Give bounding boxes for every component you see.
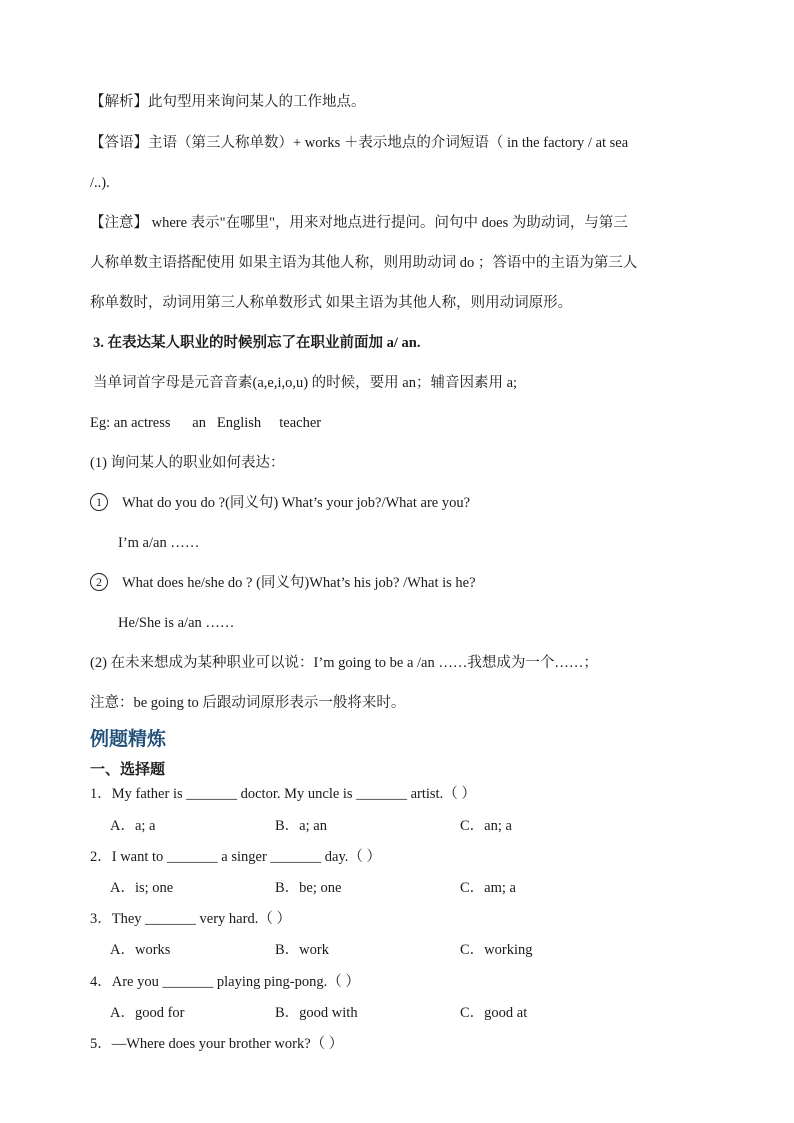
subsection-1: (1) 询问某人的职业如何表达： — [90, 455, 285, 471]
question-stem: 3．They _______ very hard.（ ） — [90, 911, 291, 927]
question-stem: 5．—Where does your brother work?（ ） — [90, 1036, 344, 1052]
note-line: 注意：be going to 后跟动词原形表示一般将来时。 — [90, 695, 406, 711]
option-b[interactable]: B．be; one — [275, 880, 342, 896]
section-3-title: 3. 在表达某人职业的时候别忘了在职业前面加 a/ an. — [93, 335, 421, 351]
question-1-line — [90, 493, 470, 513]
circled-number-2: 2 — [90, 573, 108, 591]
question-stem: 2．I want to _______ a singer _______ day.（ ） — [90, 849, 382, 865]
option-b[interactable]: B．work — [275, 942, 329, 958]
circled-number-1: 1 — [90, 493, 108, 511]
answer-line-2: /..). — [90, 175, 110, 191]
option-c[interactable]: C．working — [460, 942, 533, 958]
option-a[interactable]: A．works — [110, 942, 171, 958]
option-b[interactable]: B．good with — [275, 1005, 358, 1021]
example-line: Eg: an actress an English teacher — [90, 415, 322, 431]
answer-2: He/She is a/an …… — [118, 615, 235, 631]
option-a[interactable]: A．is; one — [110, 880, 174, 896]
question-stem: 1．My father is _______ doctor. My uncle is _______ artist.（ ） — [90, 786, 476, 802]
question-stem: 4．Are you _______ playing ping-pong.（ ） — [90, 974, 360, 990]
option-c[interactable]: C．am; a — [460, 880, 516, 896]
subsection-2: (2) 在未来想成为某种职业可以说：I’m going to be a /an ……我想成为一个……； — [90, 655, 598, 671]
answer-line-1: 【答语】主语（第三人称单数）+ works ＋表示地点的介词短语（ in the factory / at sea — [90, 135, 629, 151]
option-b[interactable]: B．a; an — [275, 818, 327, 834]
analysis-line: 【解析】此句型用来询问某人的工作地点。 — [90, 94, 366, 110]
answer-1: I’m a/an …… — [118, 535, 200, 551]
exercise-heading: 例题精炼 — [90, 728, 167, 750]
option-c[interactable]: C．good at — [460, 1005, 528, 1021]
question-1: What do you do ?(同义句) What’s your job?/What are you? — [122, 495, 471, 511]
attention-line-1: 【注意】 where 表示"在哪里"，用来对地点进行提问。问句中 does 为助动词，与第三 — [90, 215, 628, 231]
exercise-subheading: 一、选择题 — [90, 760, 166, 778]
attention-line-3: 称单数时，动词用第三人称单数形式 如果主语为其他人称，则用动词原形。 — [90, 295, 573, 311]
option-a[interactable]: A．a; a — [110, 818, 156, 834]
option-a[interactable]: A．good for — [110, 1005, 185, 1021]
article-rule: 当单词首字母是元音音素(a,e,i,o,u) 的时候，要用 an；辅音因素用 a; — [93, 375, 518, 391]
option-c[interactable]: C．an; a — [460, 818, 512, 834]
attention-line-2: 人称单数主语搭配使用 如果主语为其他人称，则用助动词 do ；答语中的主语为第三人 — [90, 255, 638, 271]
question-2: What does he/she do ? (同义句)What’s his job? /What is he? — [122, 575, 476, 591]
question-2-line — [90, 573, 476, 593]
